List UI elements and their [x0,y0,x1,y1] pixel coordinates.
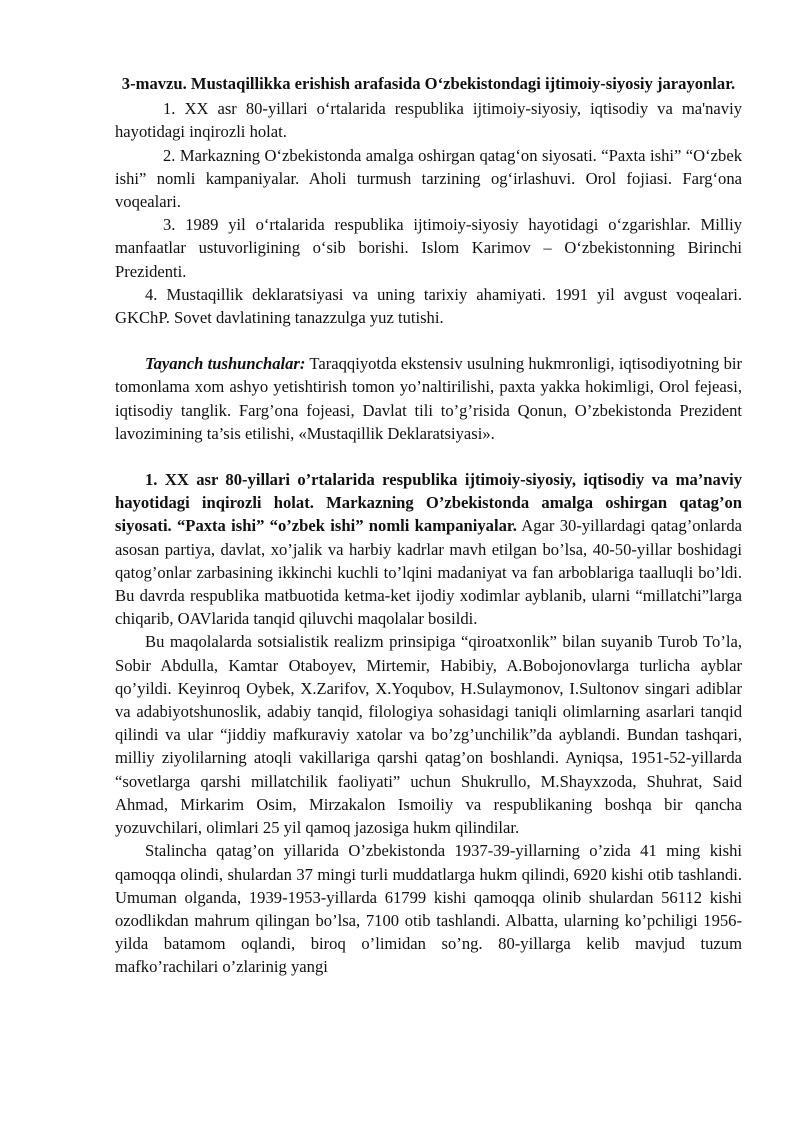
page-title: 3-mavzu. Mustaqillikka erishish arafasida O‘zbekistondagi ijtimoiy-siyosiy jarayonlar. [121,74,736,93]
section-1-lead-text: Agar 30-yillardagi qatag’onlarda asosan partiya, davlat, xo’jalik va harbiy kadrlar mavh etilgan bo’lsa, 40-50-yillar boshidagi qatog’onlar zarbasining ikkinchi kuchli to’lqini madaniyat va fan arboblariga taalluqli bo’ldi. Bu davrda respublika matbuotida ketma-ket ijodiy xodimlar ayblanib, ularni “millatchi”larga chiqarib, OAVlarida tanqid qiluvchi maqolalar bosildi. [115,516,742,629]
key-concepts-label: Tayanch tushunchalar: [145,354,306,374]
spacer [115,445,742,468]
document-page [115,72,742,979]
plan-item-1: 1. XX asr 80-yillari o‘rtalarida respublika ijtimoiy-siyosiy, iqtisodiy va ma'naviy hayotidagi inqirozli holat. [115,99,742,142]
key-concepts-paragraph [115,352,742,445]
plan-item-4: 4. Mustaqillik deklaratsiyasi va uning tarixiy ahamiyati. 1991 yil avgust voqealari. GKChP. Sovet davlatining tanazzulga yuz tutishi. [115,284,742,328]
plan-item-2: 2. Markazning O‘zbekistonda amalga oshirgan qatag‘on siyosati. “Paxta ishi” “O‘zbek ishi” nomli kampaniyalar. Aholi turmush tarzining og‘irlashuvi. Orol fojiasi. Farg‘ona voqealari. [115,145,742,212]
body-paragraph: Stalincha qatag’on yillarida O’zbekistonda 1937-39-yillarning o’zida 41 ming kishi qamoqqa olindi, shulardan 37 mingi turli muddatlarga hukm qilindi, 6920 kishi otib tashlandi. Umuman olganda, 1939-1953-yillarda 61799 kishi qamoqqa olinib shulardan 56112 kishi ozodlikdan mahrum qilingan bo’lsa, 7100 otib tashlandi. Albatta, ularning ko’pchiligi 1956-yilda batamom oqlandi, biroq o’limidan so’ng. 80-yillarga kelib mavjud tuzum mafko’rachilari o’zlarinig yangi [115,841,742,977]
section-1-heading: 1. XX asr 80-yillari o’rtalarida respublika ijtimoiy-siyosiy, iqtisodiy va ma’naviy hayotidagi inqirozli holat. Markazning O’zbekistonda amalga oshirgan qatag’on siyosati. “Paxta ishi” “o’zbek ishi” nomli kampaniyalar. [115,470,742,536]
plan-list [115,97,742,329]
spacer [115,329,742,352]
section-1-paragraph [115,468,742,630]
body-paragraph: Bu maqolalarda sotsialistik realizm prinsipiga “qiroatxonlik” bilan suyanib Turob To’la, Sobir Abdulla, Kamtar Otaboyev, Mirtemir, Habibiy, A.Bobojonovlarga turlicha ayblar qo’yildi. Keyinroq Oybek, X.Zarifov, X.Yoqubov, H.Sulaymonov, I.Sultonov singari adiblar va adabiyotshunoslik, adabiy tanqid, filologiya sohasidagi taniqli olimlarning asarlari tanqid qilindi va ular “jiddiy mafkuraviy xatolar va bo’zg’unchilik”da ayblandi. Bundan tashqari, milliy ziyolilarning atoqli vakillariga qarshi qatag’on boshlandi. Ayniqsa, 1951-52-yillarda “sovetlarga qarshi millatchilik faoliyati” uchun Shukrullo, M.Shayxzoda, Shuhrat, Said Ahmad, Mirkarim Osim, Mirzakalon Ismoiliy va respublikaning boshqa bir qancha yozuvchilari, olimlari 25 yil qamoq jazosiga hukm qilindilar. [115,632,742,838]
plan-item-3: 3. 1989 yil o‘rtalarida respublika ijtimoiy-siyosiy hayotidagi o‘zgarishlar. Milliy manfaatlar ustuvorligining o‘sib borishi. Islom Karimov – O‘zbekistonning Birinchi Prezidenti. [115,215,742,281]
key-concepts-text: Taraqqiyotda ekstensiv usulning hukmronligi, iqtisodiyotning bir tomonlama xom ashyo yetishtirish tomon yo’naltirilishi, paxta yakka hokimligi, Orol fejeasi, iqtisodiy tanglik. Farg’ona fojeasi, Davlat tili to’g’risida Qonun, O’zbekistonda Prezident lavozimining ta’sis etilishi, «Mustaqillik Deklaratsiyasi». [115,354,742,443]
